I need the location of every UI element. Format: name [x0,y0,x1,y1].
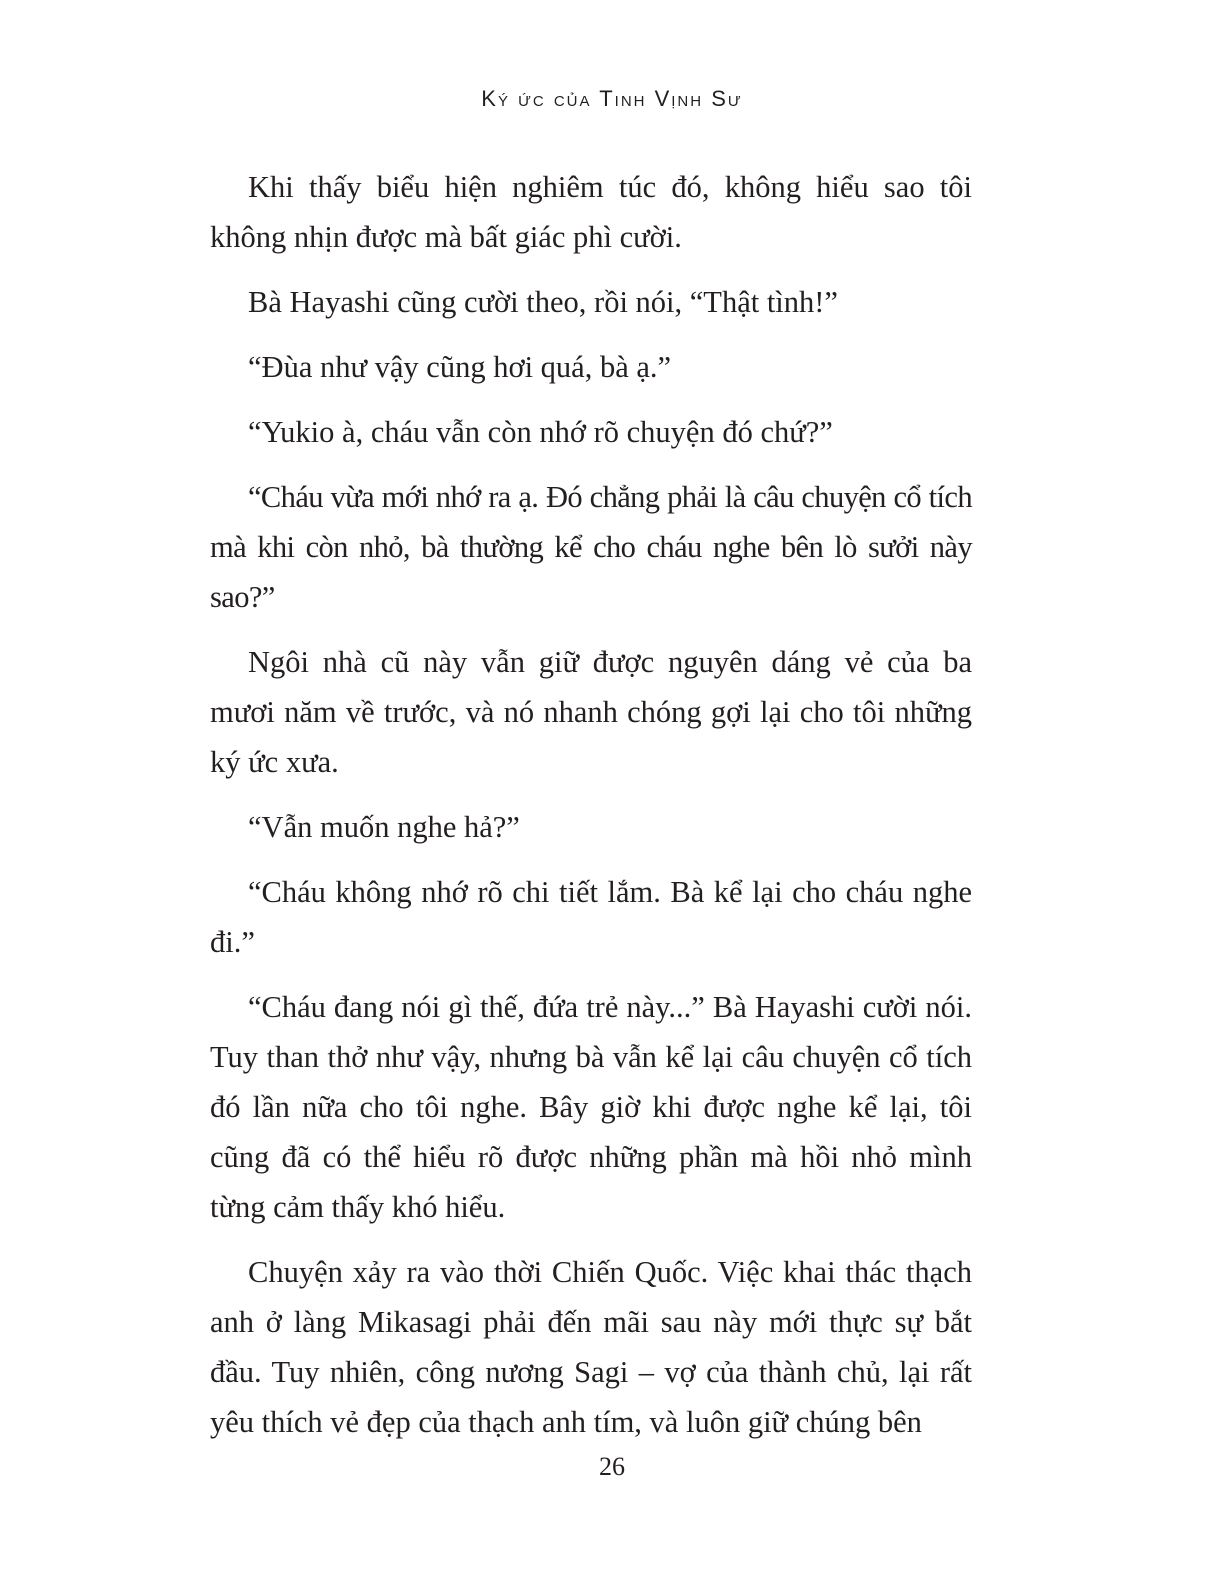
paragraph: Bà Hayashi cũng cười theo, rồi nói, “Thật tình!” [248,285,838,319]
paragraph: “Vẫn muốn nghe hả?” [248,810,520,844]
paragraph: “Cháu đang nói gì thế, đứa trẻ này...” Bà Hayashi cười nói. Tuy than thở như vậy, nhưng bà vẫn kể lại câu chuyện cổ tích đó lần nữa cho tôi nghe. Bây giờ khi được nghe kể lại, tôi cũng đã có thể hiểu rõ được những phần mà hồi nhỏ mình từng cảm thấy khó hiểu. [210,990,972,1224]
body-text [210,162,972,1462]
paragraph: Khi thấy biểu hiện nghiêm túc đó, không hiểu sao tôi không nhịn được mà bất giác phì cười. [210,170,972,254]
paragraph: Chuyện xảy ra vào thời Chiến Quốc. Việc khai thác thạch anh ở làng Mikasagi phải đến mãi sau này mới thực sự bắt đầu. Tuy nhiên, công nương Sagi – vợ của thành chủ, lại rất yêu thích vẻ đẹp của thạch anh tím, và luôn giữ chúng bên [210,1255,972,1439]
running-header-title: Ký ức của Tinh Vịnh Sư [481,86,743,111]
page-number: 26 [599,1452,625,1481]
paragraph: Ngôi nhà cũ này vẫn giữ được nguyên dáng vẻ của ba mươi năm về trước, và nó nhanh chóng gợi lại cho tôi những ký ức xưa. [210,645,972,779]
paragraph: “Đùa như vậy cũng hơi quá, bà ạ.” [248,350,672,384]
paragraph: “Yukio à, cháu vẫn còn nhớ rõ chuyện đó chứ?” [248,415,833,449]
paragraph: “Cháu vừa mới nhớ ra ạ. Đó chẳng phải là câu chuyện cổ tích mà khi còn nhỏ, bà thường kể cho cháu nghe bên lò sưởi này sao?” [210,480,972,614]
paragraph: “Cháu không nhớ rõ chi tiết lắm. Bà kể lại cho cháu nghe đi.” [210,875,972,959]
